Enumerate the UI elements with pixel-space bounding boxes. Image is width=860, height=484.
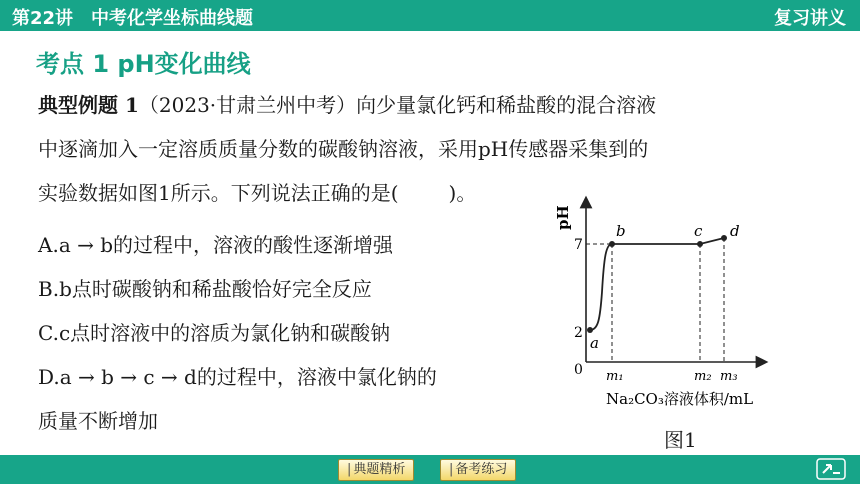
option-letter: B.: [38, 277, 60, 301]
x-tick-m1: m₁: [606, 369, 624, 384]
point-b: [609, 241, 615, 247]
nav-button-example-analysis[interactable]: | 典题精析: [338, 459, 414, 481]
topic-heading: 考点 1 pH变化曲线: [36, 50, 251, 78]
point-d: [721, 235, 727, 241]
option-d-continued: [38, 408, 158, 434]
option-text: a → b → c → d的过程中，溶液中氯化钠的: [59, 365, 437, 389]
y-tick-2: 2: [574, 325, 583, 341]
option-letter: A.: [38, 233, 59, 257]
y-axis-label: pH: [554, 205, 572, 230]
option-text: c点时溶液中的溶质为氯化钠和碳酸钠: [58, 321, 391, 345]
origin-label: 0: [574, 362, 583, 378]
option-letter: C.: [38, 321, 59, 345]
x-tick-m3: m₃: [720, 369, 738, 384]
point-d-label: d: [730, 222, 740, 240]
option-letter: D.: [38, 365, 60, 389]
section-label: 复习讲义: [774, 8, 846, 29]
question-line-2: 中逐滴加入一定溶质质量分数的碳酸钠溶液，采用pH传感器采集到的: [38, 137, 649, 161]
option-b: [38, 276, 372, 302]
x-axis-label: Na₂CO₃溶液体积/mL: [606, 390, 754, 408]
point-a-label: a: [590, 334, 599, 352]
bottom-nav-bar: [0, 455, 860, 484]
option-text: 质量不断增加: [38, 409, 158, 433]
point-c: [697, 241, 703, 247]
figure-caption: 图1: [664, 428, 697, 452]
question-stem-end: 实验数据如图1所示。下列说法正确的是(: [38, 181, 399, 205]
y-tick-7: 7: [574, 237, 583, 253]
lesson-title: 第22讲 中考化学坐标曲线题: [12, 8, 254, 29]
question-source-text: （2023·甘肃兰州中考）向少量氯化钙和稀盐酸的混合溶液: [138, 93, 657, 117]
ph-curve-figure: [548, 192, 808, 417]
point-a: [587, 327, 593, 333]
option-d: [38, 364, 437, 390]
point-c-label: c: [694, 222, 703, 240]
x-tick-m2: m₂: [694, 369, 712, 384]
option-c: [38, 320, 390, 346]
ph-curve: [590, 238, 724, 330]
option-text: a → b的过程中，溶液的酸性逐渐增强: [58, 233, 394, 257]
point-b-label: b: [616, 222, 626, 240]
question-line-3: [38, 180, 476, 206]
top-banner: [0, 0, 860, 31]
return-arrow-icon[interactable]: [816, 458, 846, 480]
question-close: )。: [448, 181, 477, 205]
option-a: [38, 232, 393, 258]
nav-button-exam-practice[interactable]: | 备考练习: [440, 459, 516, 481]
question-line-1: [38, 92, 656, 118]
option-text: b点时碳酸钠和稀盐酸恰好完全反应: [59, 277, 372, 301]
question-label: 典型例题 1: [38, 93, 139, 117]
